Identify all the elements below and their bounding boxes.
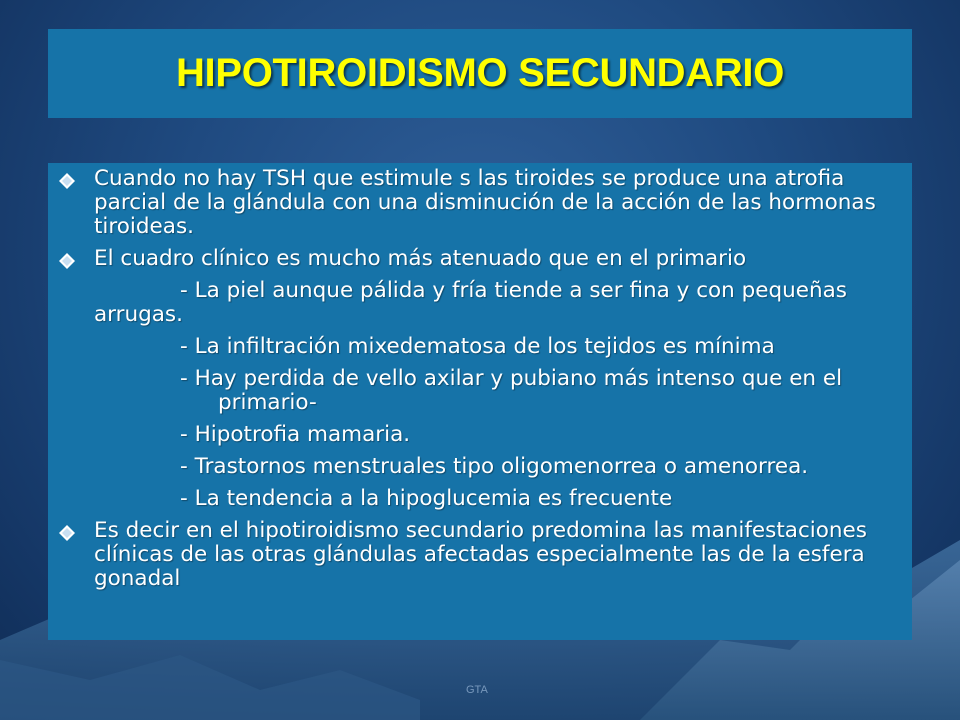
diamond-bullet-icon <box>58 252 76 270</box>
sub-item <box>58 423 910 447</box>
sub-item <box>58 279 910 327</box>
bullet-item <box>58 247 910 271</box>
bullet-item <box>58 519 910 591</box>
slide-title: HIPOTIROIDISMO SECUNDARIO <box>175 51 785 95</box>
sub-item-text: - Hay perdida de vello axilar y pubiano más intenso que en el <box>180 366 843 391</box>
diamond-bullet-icon <box>58 524 76 542</box>
sub-item-text-continued: primario- <box>218 390 317 415</box>
bullet-text: Es decir en el hipotiroidismo secundario predomina las manifestaciones clínicas de las otras glándulas afectadas especialmente las de la esfera gonadal <box>94 518 867 591</box>
sub-item-text: - La piel aunque pálida y fría tiende a ser fina y con pequeñas arrugas. <box>94 278 848 327</box>
sub-item <box>58 335 910 359</box>
sub-item-text: - Trastornos menstruales tipo oligomenorrea o amenorrea. <box>180 454 809 479</box>
bullet-item <box>58 167 910 239</box>
sub-item <box>58 455 910 479</box>
sub-item-text: - La tendencia a la hipoglucemia es frecuente <box>180 486 673 511</box>
bullet-text: El cuadro clínico es mucho más atenuado que en el primario <box>94 246 747 271</box>
sub-item-text: - Hipotrofia mamaria. <box>180 422 411 447</box>
slide-body <box>58 167 910 599</box>
diamond-bullet-icon <box>58 172 76 190</box>
title-panel <box>48 29 912 118</box>
sub-item <box>58 487 910 511</box>
sub-item <box>58 367 910 415</box>
footer-watermark: GTA <box>466 684 488 696</box>
sub-item-text: - La infiltración mixedematosa de los tejidos es mínima <box>180 334 775 359</box>
bullet-text: Cuando no hay TSH que estimule s las tiroides se produce una atrofia parcial de la glándula con una disminución de la acción de las hormonas tiroideas. <box>94 166 876 239</box>
